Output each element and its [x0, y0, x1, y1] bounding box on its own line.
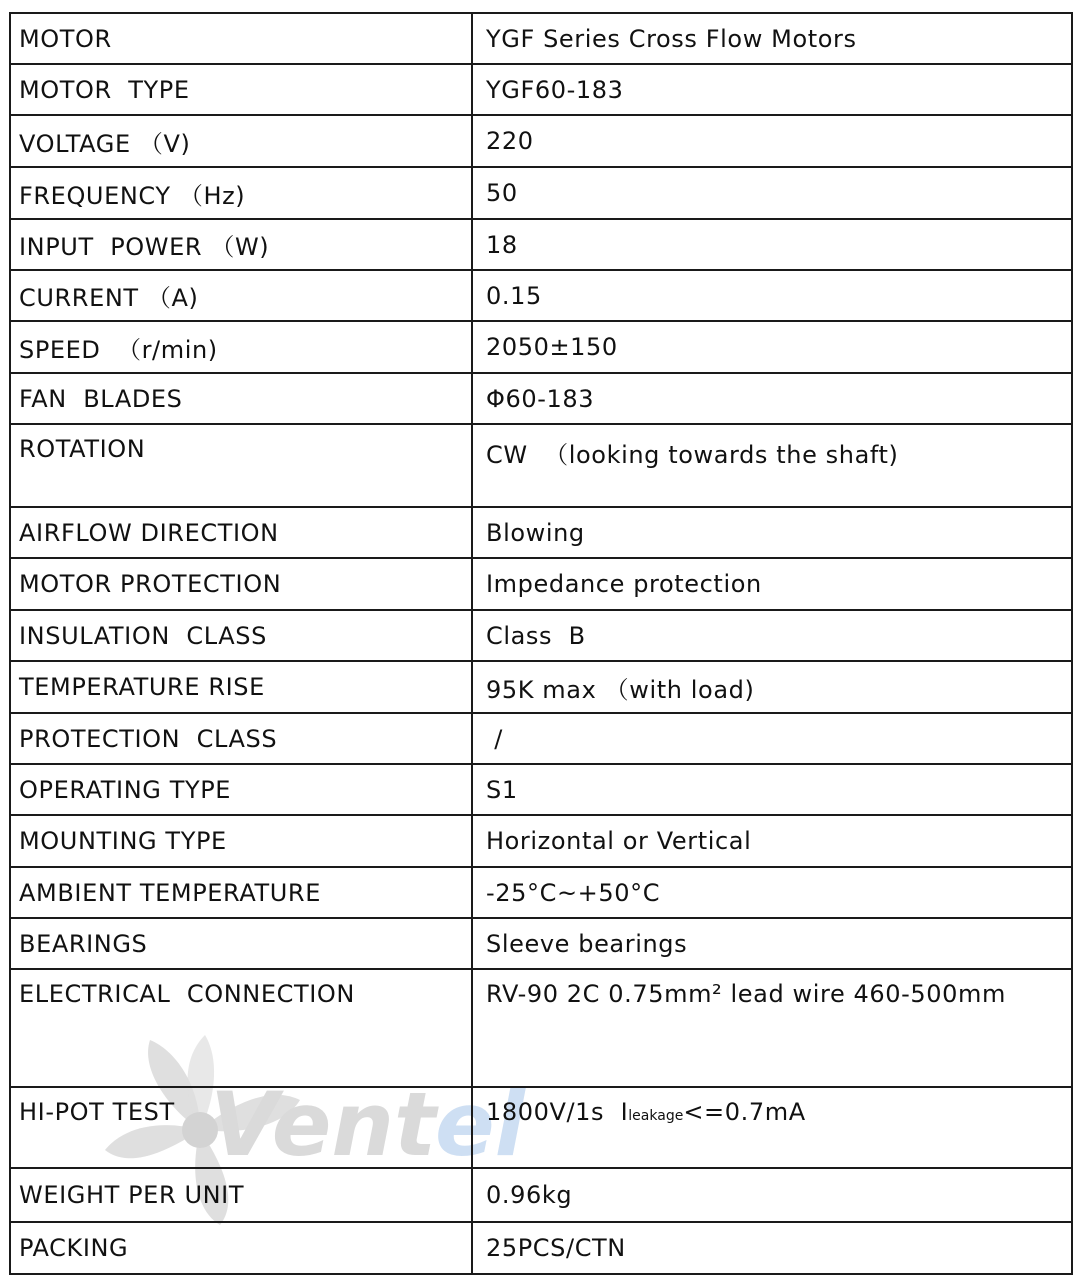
spec-row [10, 610, 1072, 661]
hipot-value-subscript: leakage [628, 1108, 684, 1124]
spec-row [10, 507, 1072, 558]
watermark-text-vent: Vent [210, 1073, 437, 1176]
spec-row [10, 321, 1072, 373]
spec-row [10, 713, 1072, 764]
spec-value: 18 [472, 219, 1072, 270]
spec-row [10, 815, 1072, 867]
spec-label: MOUNTING TYPE [10, 815, 472, 867]
spec-row [10, 1222, 1072, 1274]
spec-value: 0.15 [472, 270, 1072, 321]
spec-label: INPUT POWER （W) [10, 219, 472, 270]
spec-row [10, 270, 1072, 321]
spec-label: CURRENT （A) [10, 270, 472, 321]
spec-value [472, 1087, 1072, 1168]
spec-row [10, 969, 1072, 1087]
spec-label: TEMPERATURE RISE [10, 661, 472, 713]
spec-value: Blowing [472, 507, 1072, 558]
spec-value: Φ60-183 [472, 373, 1072, 424]
spec-row [10, 424, 1072, 507]
spec-label: MOTOR TYPE [10, 64, 472, 115]
spec-row [10, 918, 1072, 969]
spec-table [9, 12, 1073, 1275]
spec-label: ROTATION [10, 424, 472, 507]
spec-value: 220 [472, 115, 1072, 167]
spec-label: HI-POT TEST [10, 1087, 472, 1168]
spec-label: FREQUENCY （Hz) [10, 167, 472, 219]
spec-row [10, 558, 1072, 610]
spec-value: Class B [472, 610, 1072, 661]
spec-row [10, 373, 1072, 424]
spec-label: FAN BLADES [10, 373, 472, 424]
spec-row [10, 1168, 1072, 1222]
spec-value: CW （looking towards the shaft) [472, 424, 1072, 507]
spec-row [10, 219, 1072, 270]
hipot-value-tail: <=0.7mA [683, 1098, 806, 1126]
spec-value: 25PCS/CTN [472, 1222, 1072, 1274]
spec-row [10, 1087, 1072, 1168]
spec-label: BEARINGS [10, 918, 472, 969]
spec-label: ELECTRICAL CONNECTION [10, 969, 472, 1087]
spec-value: Horizontal or Vertical [472, 815, 1072, 867]
spec-label: INSULATION CLASS [10, 610, 472, 661]
spec-label: OPERATING TYPE [10, 764, 472, 815]
spec-label: MOTOR PROTECTION [10, 558, 472, 610]
spec-label: AMBIENT TEMPERATURE [10, 867, 472, 918]
spec-label: SPEED （r/min) [10, 321, 472, 373]
spec-row [10, 64, 1072, 115]
spec-value: / [472, 713, 1072, 764]
spec-value: 0.96kg [472, 1168, 1072, 1222]
hipot-value-main: 1800V/1s I [486, 1098, 629, 1126]
spec-label: PACKING [10, 1222, 472, 1274]
spec-value: 50 [472, 167, 1072, 219]
spec-label: PROTECTION CLASS [10, 713, 472, 764]
watermark-text-el: el [435, 1073, 525, 1176]
spec-value: 95K max （with load) [472, 661, 1072, 713]
spec-value: S1 [472, 764, 1072, 815]
spec-value: RV-90 2C 0.75mm² lead wire 460-500mm [472, 969, 1072, 1087]
spec-label: WEIGHT PER UNIT [10, 1168, 472, 1222]
spec-value: Impedance protection [472, 558, 1072, 610]
spec-row [10, 13, 1072, 64]
spec-row [10, 764, 1072, 815]
spec-row [10, 115, 1072, 167]
spec-label: VOLTAGE （V) [10, 115, 472, 167]
spec-row [10, 867, 1072, 918]
spec-label: MOTOR [10, 13, 472, 64]
spec-value: Sleeve bearings [472, 918, 1072, 969]
spec-row [10, 167, 1072, 219]
spec-value: YGF Series Cross Flow Motors [472, 13, 1072, 64]
spec-value: -25°C~+50°C [472, 867, 1072, 918]
spec-value: 2050±150 [472, 321, 1072, 373]
spec-label: AIRFLOW DIRECTION [10, 507, 472, 558]
spec-row [10, 661, 1072, 713]
spec-value: YGF60-183 [472, 64, 1072, 115]
